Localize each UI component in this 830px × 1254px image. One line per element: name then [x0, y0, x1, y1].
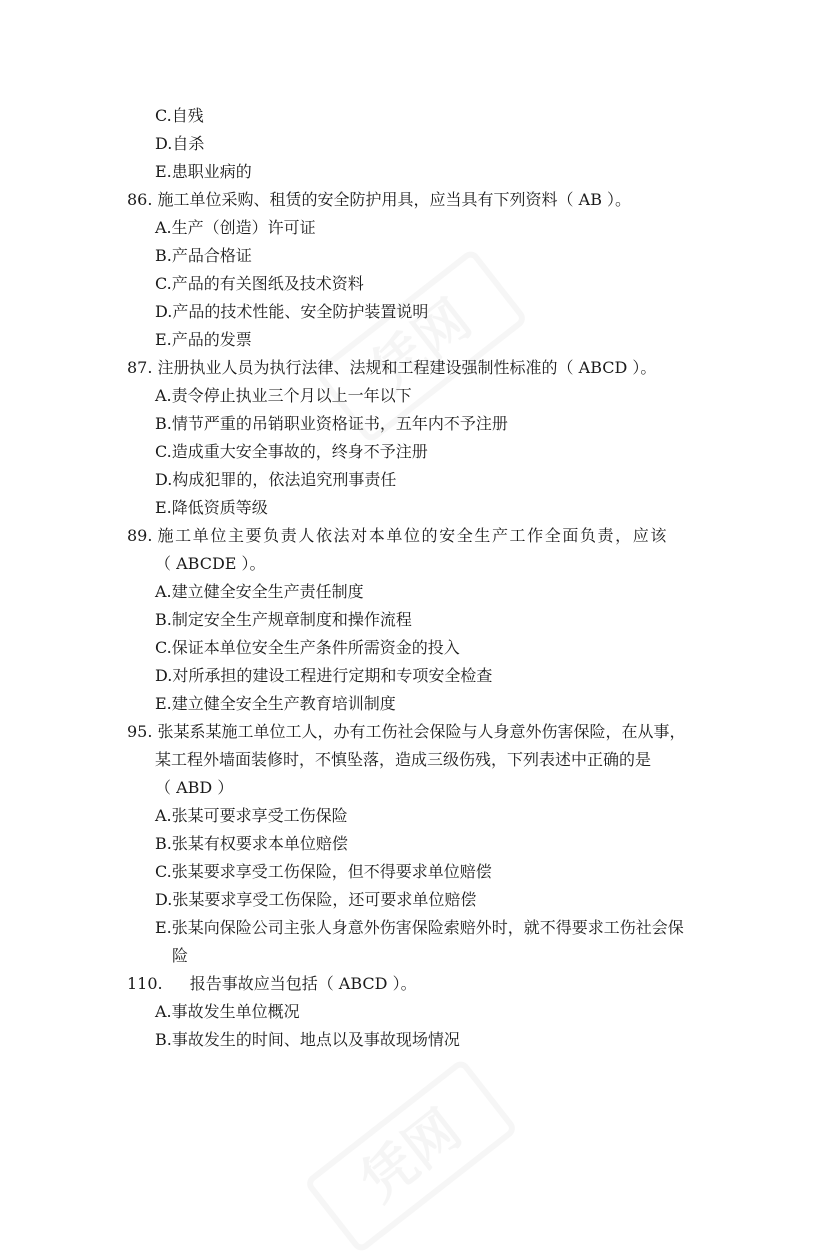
option-e: E.产品的发票 — [155, 330, 252, 349]
option-d: D.自杀 — [155, 134, 205, 153]
option-c: C.自残 — [155, 106, 204, 125]
watermark — [303, 1058, 519, 1254]
option-e: E.张某向保险公司主张人身意外伤害保险索赔外时，就不得要求工伤社会保 — [155, 918, 684, 937]
question-text: 施工单位主要负责人依法对本单位的安全生产工作全面负责，应该 — [157, 526, 668, 545]
question-text: 张某系某施工单位工人，办有工伤社会保险与人身意外伤害保险，在从事， — [157, 722, 686, 741]
option-c: C.张某要求享受工伤保险，但不得要求单位赔偿 — [155, 862, 492, 881]
option-d: D.产品的技术性能、安全防护装置说明 — [155, 302, 429, 321]
option-a: A.张某可要求享受工伤保险 — [155, 806, 348, 825]
option-a: A.事故发生单位概况 — [155, 1002, 300, 1021]
option-e: E.建立健全安全生产教育培训制度 — [155, 694, 396, 713]
option-c: C.产品的有关图纸及技术资料 — [155, 274, 364, 293]
option-d: D.构成犯罪的，依法追究刑事责任 — [155, 470, 397, 489]
question-86 — [127, 190, 631, 210]
option-c: C.造成重大安全事故的，终身不予注册 — [155, 442, 428, 461]
question-110 — [127, 974, 417, 994]
question-text: 注册执业人员为执行法律、法规和工程建设强制性标准的（ ABCD ）。 — [157, 358, 657, 377]
question-89-answer: （ ABCDE ）。 — [155, 554, 266, 573]
option-e: E.降低资质等级 — [155, 498, 268, 517]
question-number: 87. — [127, 358, 153, 377]
question-87 — [127, 358, 656, 378]
option-d: D.对所承担的建设工程进行定期和专项安全检查 — [155, 666, 493, 685]
question-number: 89. — [127, 526, 153, 545]
option-c: C.保证本单位安全生产条件所需资金的投入 — [155, 638, 460, 657]
option-e: E.患职业病的 — [155, 162, 252, 181]
option-b: B.事故发生的时间、地点以及事故现场情况 — [155, 1030, 460, 1049]
question-95 — [127, 722, 686, 742]
option-a: A.责令停止执业三个月以上一年以下 — [155, 386, 412, 405]
question-89 — [127, 526, 668, 546]
option-b: B.情节严重的吊销职业资格证书，五年内不予注册 — [155, 414, 508, 433]
option-d: D.张某要求享受工伤保险，还可要求单位赔偿 — [155, 890, 477, 909]
question-number: 110. — [127, 974, 163, 993]
option-a: A.生产（创造）许可证 — [155, 218, 316, 237]
option-b: B.产品合格证 — [155, 246, 252, 265]
option-b: B.制定安全生产规章制度和操作流程 — [155, 610, 412, 629]
question-number: 95. — [127, 722, 153, 741]
question-95-answer: （ ABD ） — [155, 778, 234, 797]
question-95-continued: 某工程外墙面装修时，不慎坠落，造成三级伤残，下列表述中正确的是 — [155, 750, 652, 769]
question-number: 86. — [127, 190, 153, 209]
option-b: B.张某有权要求本单位赔偿 — [155, 834, 348, 853]
question-text: 报告事故应当包括（ ABCD ）。 — [189, 974, 417, 993]
option-e-continued: 险 — [172, 946, 189, 965]
question-text: 施工单位采购、租赁的安全防护用具，应当具有下列资料（ AB ）。 — [157, 190, 632, 209]
option-a: A.建立健全安全生产责任制度 — [155, 582, 364, 601]
